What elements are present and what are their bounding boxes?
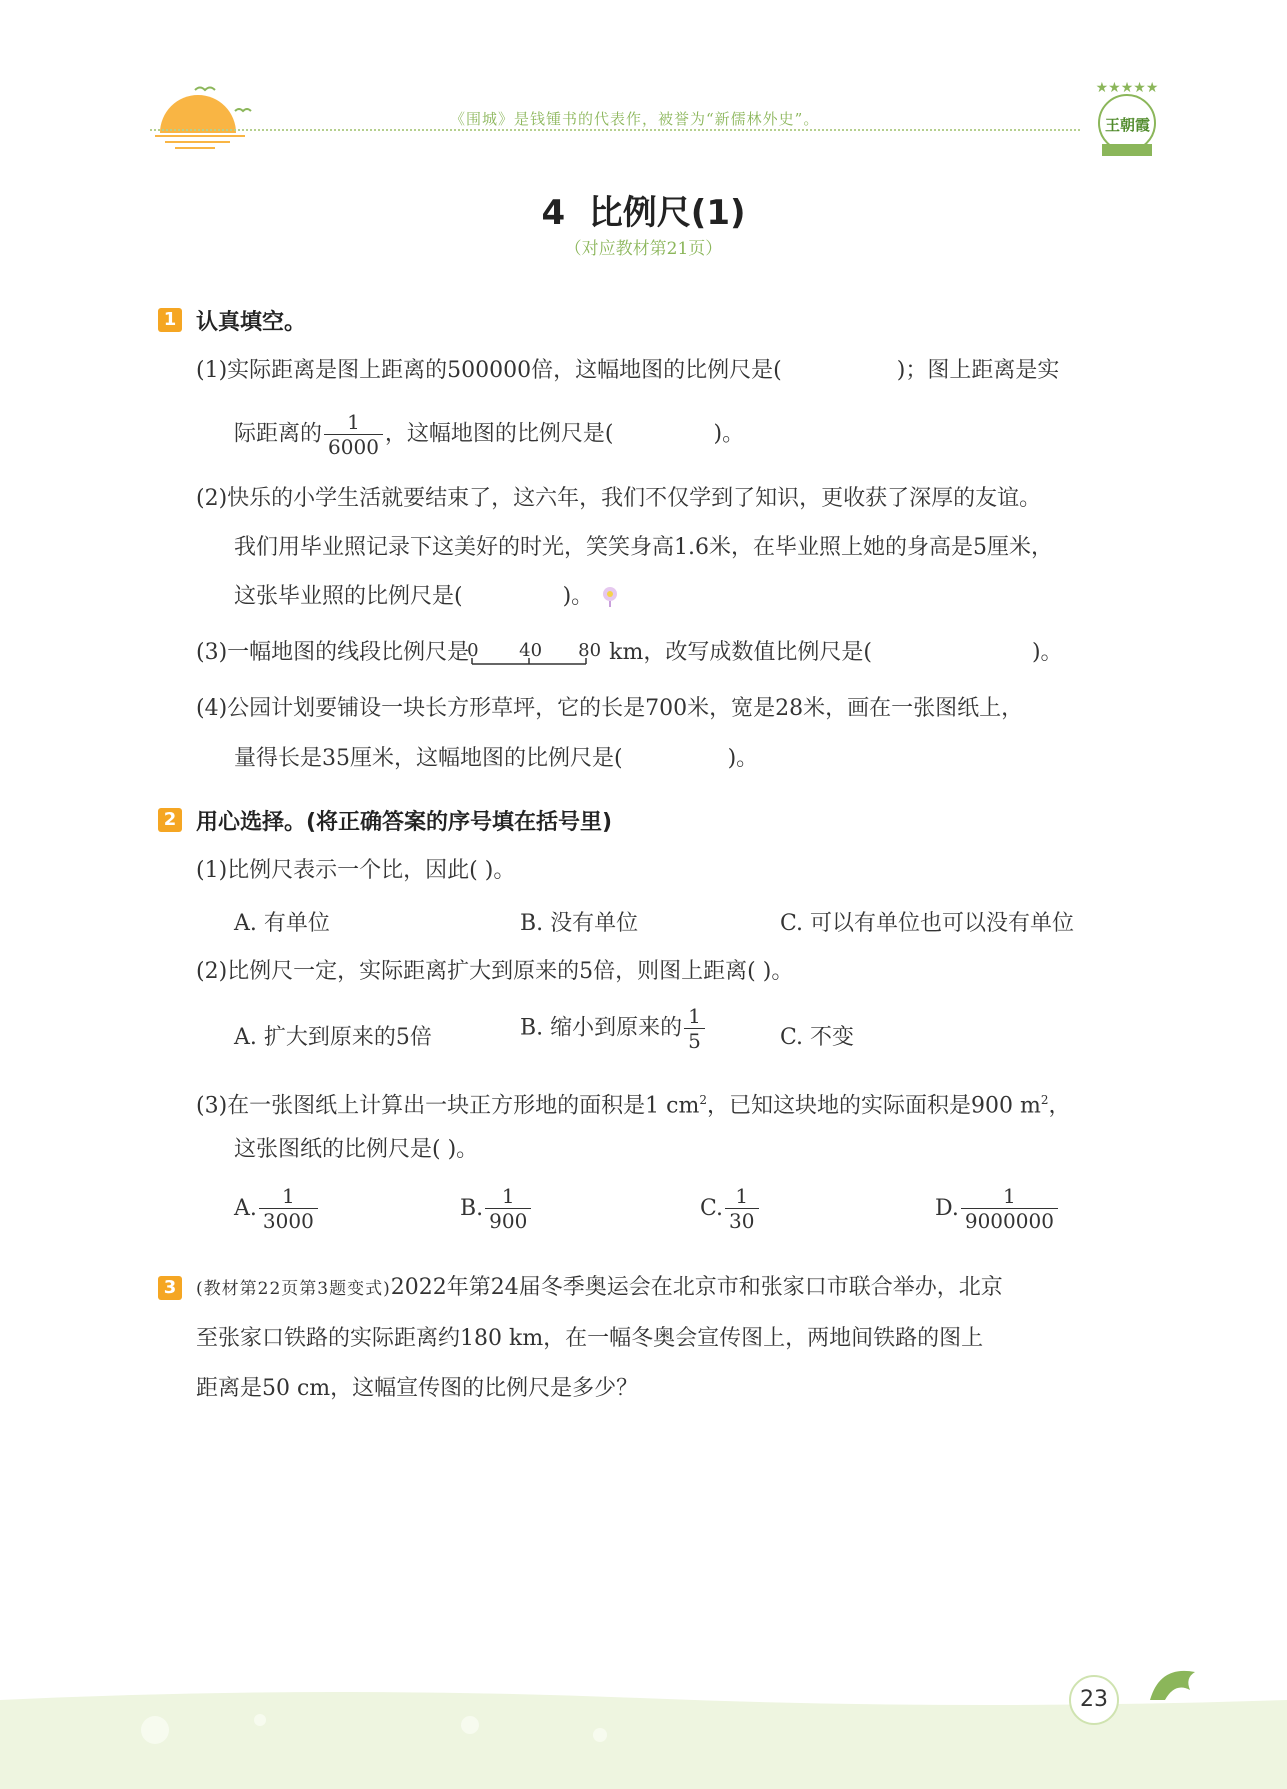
scale-label: 80 xyxy=(578,640,602,661)
page-subtitle: （对应教材第21页） xyxy=(564,239,723,259)
section-title: 认真填空。 xyxy=(196,310,307,335)
scale-bar-icon xyxy=(469,638,587,668)
svg-text:★★★★★: ★★★★★ xyxy=(1095,80,1159,96)
question-line: (2)比例尺一定，实际距离扩大到原来的5倍，则图上距离( )。 xyxy=(196,959,794,984)
section-number: 2 xyxy=(158,808,182,832)
section-number: 3 xyxy=(158,1276,182,1300)
question-line: 这张图纸的比例尺是( )。 xyxy=(234,1137,479,1162)
option[interactable]: C. $\frac{1}{30}$ xyxy=(700,1184,761,1233)
fraction: $\frac{1}{30}$ xyxy=(725,1184,758,1233)
dolphin-icon xyxy=(1140,1660,1210,1720)
option[interactable]: D. $\frac{1}{9000000}$ xyxy=(935,1184,1060,1233)
option[interactable]: C. 可以有单位也可以没有单位 xyxy=(780,911,1075,936)
brand-logo xyxy=(1090,78,1165,163)
question-line: 量得长是35厘米，这幅地图的比例尺是( )。 xyxy=(234,746,759,771)
question-line: (1)比例尺表示一个比，因此( )。 xyxy=(196,858,516,883)
question-line: (教材第22页第3题变式)2022年第24届冬季奥运会在北京市和张家口市联合举办，北京 xyxy=(196,1275,1003,1300)
question-line: 际距离的 $\frac{1}{6000}$ ，这幅地图的比例尺是( )。 xyxy=(234,410,745,459)
sunset-icon xyxy=(150,78,260,153)
question-line: (4)公园计划要铺设一块长方形草坪，它的长是700米，宽是28米，画在一张图纸上， xyxy=(196,696,1024,721)
scale-label: 40 xyxy=(519,640,543,661)
option[interactable]: C. 不变 xyxy=(780,1025,855,1050)
line-scale xyxy=(467,638,602,668)
fraction: $\frac{1}{9000000}$ xyxy=(961,1184,1058,1233)
pin-icon xyxy=(600,585,620,609)
option[interactable]: A. $\frac{1}{3000}$ xyxy=(234,1184,320,1233)
option[interactable]: A. 扩大到原来的5倍 xyxy=(234,1025,432,1050)
section-title: 用心选择。(将正确答案的序号填在括号里) xyxy=(196,810,613,835)
option[interactable]: B. 没有单位 xyxy=(520,911,639,936)
scale-label: 0 xyxy=(467,640,479,661)
fraction: $\frac{1}{6000}$ xyxy=(324,410,383,459)
question-line: 这张毕业照的比例尺是( )。 xyxy=(234,582,620,612)
page-title: 4 比例尺(1) xyxy=(541,193,746,233)
fraction: $\frac{1}{3000}$ xyxy=(259,1184,318,1233)
question-line: 我们用毕业照记录下这美好的时光，笑笑身高1.6米，在毕业照上她的身高是5厘米， xyxy=(234,535,1053,560)
question-line: (3)在一张图纸上计算出一块正方形地的面积是1 $cm^2$，已知这块地的实际面积是900 $m^2$， xyxy=(196,1093,1071,1119)
fraction: $\frac{1}{900}$ xyxy=(485,1184,531,1233)
fraction: $\frac{1}{5}$ xyxy=(684,1004,705,1053)
header-divider xyxy=(150,129,1080,131)
header-quote: 《围城》是钱锺书的代表作，被誉为“新儒林外史”。 xyxy=(450,110,820,128)
option[interactable]: A. 有单位 xyxy=(234,911,330,936)
logo-text: 王朝霞 xyxy=(1104,116,1150,134)
question-line: 距离是50 cm，这幅宣传图的比例尺是多少？ xyxy=(196,1376,639,1401)
question-line: (3)一幅地图的线段比例尺是 0 40 80 km，改写成数值比例尺是( )。 xyxy=(196,638,1063,668)
section-number: 1 xyxy=(158,308,182,332)
page-number: 23 xyxy=(1069,1675,1119,1725)
question-line: (1)实际距离是图上距离的500000倍，这幅地图的比例尺是( )；图上距离是实 xyxy=(196,358,1060,383)
question-line: (2)快乐的小学生活就要结束了，这六年，我们不仅学到了知识，更收获了深厚的友谊。 xyxy=(196,486,1042,511)
option[interactable]: B. $\frac{1}{900}$ xyxy=(460,1184,533,1233)
option[interactable]: B. 缩小到原来的 $\frac{1}{5}$ xyxy=(520,1004,707,1053)
question-line: 至张家口铁路的实际距离约180 km，在一幅冬奥会宣传图上，两地间铁路的图上 xyxy=(196,1326,984,1351)
